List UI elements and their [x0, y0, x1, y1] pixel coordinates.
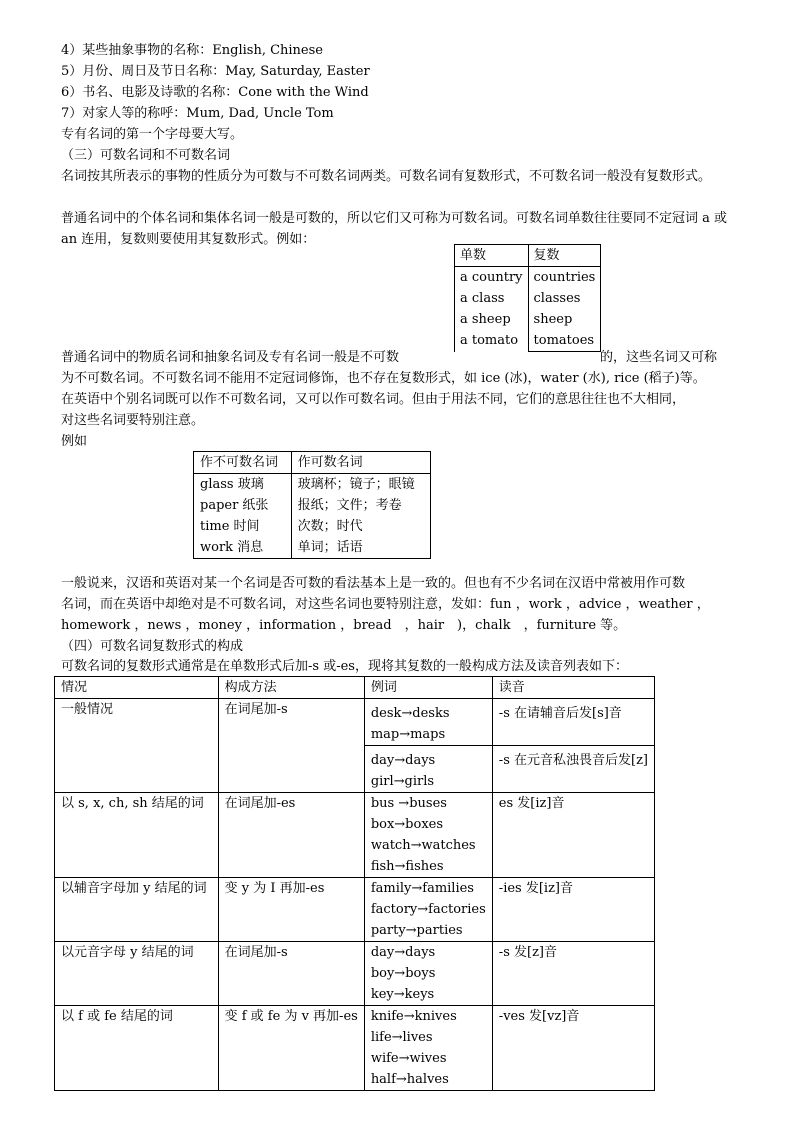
table-cell: 以 f 或 fe 结尾的词 [55, 1006, 219, 1091]
list-item: 6）书名、电影及诗歌的名称：Cone with the Wind [61, 85, 369, 100]
table-cell: 玻璃杯；镜子；眼镜 报纸；文件；考卷 次数；时代 单词；话语 [291, 474, 430, 559]
table-row [55, 699, 655, 746]
paragraph: 在英语中个别名词既可以作不可数名词，又可以作可数名词。但由于用法不同，它们的意思往往也不大相同， [61, 392, 686, 407]
table-cell: -s 发[z]音 [492, 942, 654, 1006]
dual-usage-table [193, 451, 431, 559]
paragraph: 名词按其所表示的事物的性质分为可数与不可数名词两类。可数名词有复数形式，不可数名词一般没有复数形式。 [61, 169, 712, 184]
table-cell: -ies 发[iz]音 [492, 878, 654, 942]
paragraph: 名词，而在英语中却绝对是不可数名词，对这些名词也要特别注意，发如：fun ，work ，advice ，weather ， [61, 597, 710, 612]
table-cell: desk→desks map→maps [364, 699, 492, 746]
table-header: 例词 [364, 677, 492, 699]
table-cell: 变 y 为 I 再加-es [218, 878, 364, 942]
paragraph: 一般说来，汉语和英语对某一个名词是否可数的看法基本上是一致的。但也有不少名词在汉语中常被用作可数 [61, 576, 686, 591]
table-header: 情况 [55, 677, 219, 699]
plural-formation-table [54, 676, 655, 1091]
table-row [55, 1006, 655, 1091]
paragraph: homework ，news ，money ，information ，bread ，hair )，chalk ，furniture 等。 [61, 618, 627, 633]
proper-noun-note: 专有名词的第一个字母要大写。 [61, 127, 244, 142]
example-label: 例如 [61, 434, 88, 449]
table-cell: 以元音字母 y 结尾的词 [55, 942, 219, 1006]
section-title: （四）可数名词复数形式的构成 [61, 639, 244, 654]
table-cell: a country a class a sheep a tomato [455, 267, 529, 352]
table-cell: family→families factory→factories party→parties [364, 878, 492, 942]
paragraph: 普通名词中的物质名词和抽象名词及专有名词一般是不可数 [61, 350, 400, 365]
paragraph: 的，这些名词又可称 [600, 350, 718, 365]
paragraph: 为不可数名词。不可数名词不能用不定冠词修饰，也不存在复数形式，如 ice (冰)，water (水), rice (稻子)等。 [61, 371, 706, 386]
table-header: 作可数名词 [291, 452, 430, 474]
table-header: 构成方法 [218, 677, 364, 699]
table-cell: 变 f 或 fe 为 v 再加-es [218, 1006, 364, 1091]
table-cell: bus →buses box→boxes watch→watches fish→fishes [364, 793, 492, 878]
table-cell: 一般情况 [55, 699, 219, 793]
table-cell: 以 s, x, ch, sh 结尾的词 [55, 793, 219, 878]
table-cell: knife→knives life→lives wife→wives half→halves [364, 1006, 492, 1091]
list-item: 7）对家人等的称呼：Mum, Dad, Uncle Tom [61, 106, 334, 121]
table-row [55, 942, 655, 1006]
table-cell: -ves 发[vz]音 [492, 1006, 654, 1091]
table-cell: -s 在请辅音后发[s]音 [492, 699, 654, 746]
table-header: 作不可数名词 [194, 452, 292, 474]
table-row [55, 793, 655, 878]
table-cell: es 发[iz]音 [492, 793, 654, 878]
singular-plural-table [454, 244, 601, 352]
table-row [55, 878, 655, 942]
table-cell: 在词尾加-s [218, 942, 364, 1006]
paragraph: 普通名词中的个体名词和集体名词一般是可数的，所以它们又可称为可数名词。可数名词单数往往要同不定冠词 a 或 an 连用，复数则要使用其复数形式。例如： [61, 211, 728, 247]
table-cell: 在词尾加-s [218, 699, 364, 793]
list-item: 5）月份、周日及节日名称：May, Saturday, Easter [61, 64, 370, 79]
table-header: 复数 [528, 245, 601, 267]
section-title: （三）可数名词和不可数名词 [61, 148, 231, 163]
paragraph: 对这些名词要特别注意。 [61, 413, 205, 428]
table-cell: day→days girl→girls [364, 746, 492, 793]
table-cell: 在词尾加-es [218, 793, 364, 878]
table-cell: 以辅音字母加 y 结尾的词 [55, 878, 219, 942]
table-header: 读音 [492, 677, 654, 699]
paragraph: 可数名词的复数形式通常是在单数形式后加-s 或-es，现将其复数的一般构成方法及读音列表如下： [61, 659, 628, 674]
table-cell: day→days boy→boys key→keys [364, 942, 492, 1006]
table-header: 单数 [455, 245, 529, 267]
table-cell: -s 在元音私浊畏音后发[z] [492, 746, 654, 793]
list-item: 4）某些抽象事物的名称：English, Chinese [61, 43, 323, 58]
table-cell: glass 玻璃 paper 纸张 time 时间 work 消息 [194, 474, 292, 559]
table-cell: countries classes sheep tomatoes [528, 267, 601, 352]
